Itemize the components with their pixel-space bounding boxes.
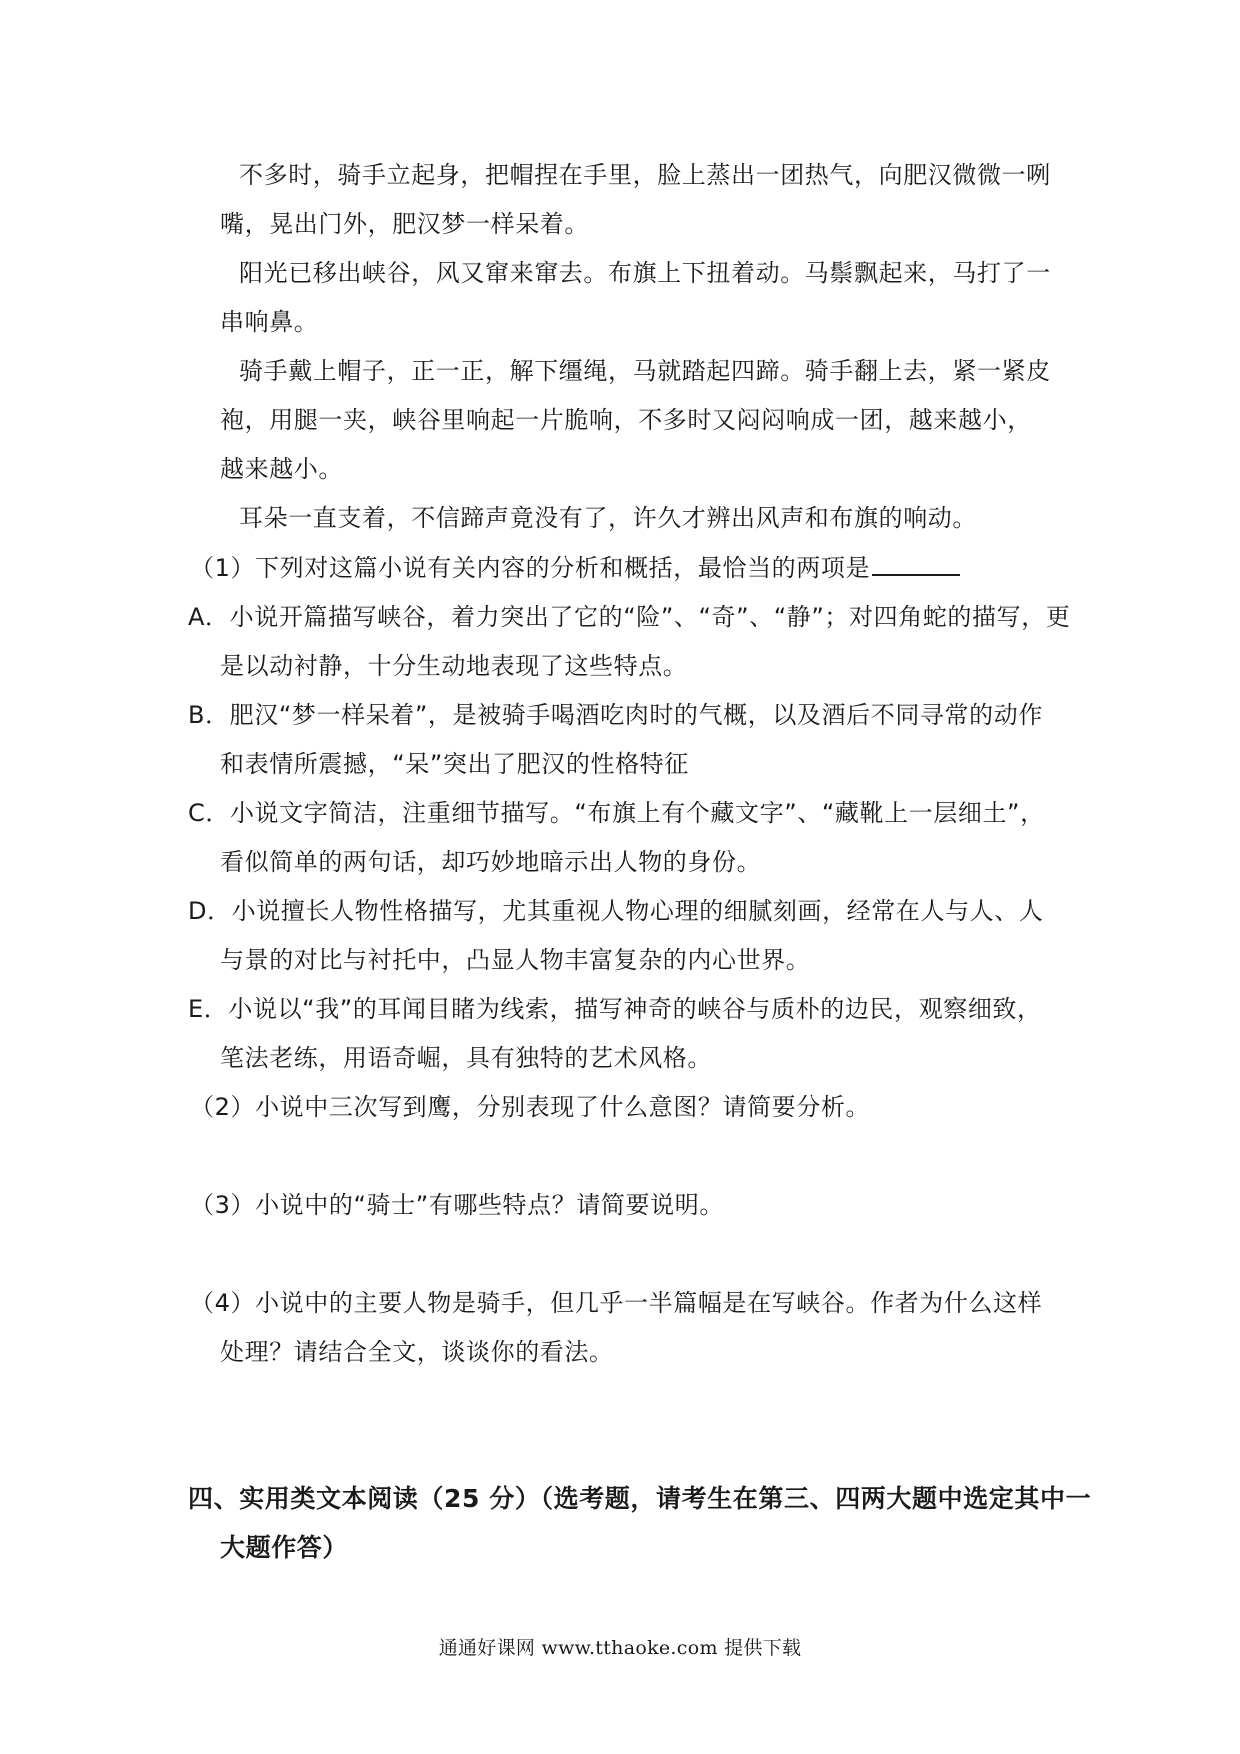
question-4-line2: 处理？请结合全文，谈谈你的看法。: [220, 1338, 614, 1366]
option-b-line2: 和表情所震撼，“呆”突出了肥汉的性格特征: [220, 750, 689, 778]
passage-p1-line2: 嘴，晃出门外，肥汉梦一样呆着。: [220, 210, 589, 238]
passage-p2-line2: 串响鼻。: [220, 308, 319, 336]
option-e-line2: 笔法老练，用语奇崛，具有独特的艺术风格。: [220, 1044, 712, 1072]
footer-source: 通通好课网 www.tthaoke.com 提供下载: [438, 1637, 802, 1659]
question-1-text: （1）下列对这篇小说有关内容的分析和概括，最恰当的两项是: [190, 554, 871, 582]
option-c-line2: 看似简单的两句话，却巧妙地暗示出人物的身份。: [220, 848, 762, 876]
question-2: （2）小说中三次写到鹰，分别表现了什么意图？请简要分析。: [190, 1093, 871, 1121]
option-d-line1: D．小说擅长人物性格描写，尤其重视人物心理的细腻刻画，经常在人与人、人: [188, 897, 1044, 925]
option-a-line2: 是以动衬静，十分生动地表现了这些特点。: [220, 652, 688, 680]
option-a-line1: A．小说开篇描写峡谷，着力突出了它的“险”、“奇”、“静”；对四角蛇的描写，更: [188, 603, 1071, 631]
passage-p2-line1: 阳光已移出峡谷，风又窜来窜去。布旗上下扭着动。马鬃飘起来，马打了一: [239, 259, 1051, 287]
question-1: [190, 550, 960, 585]
passage-p3-line3: 越来越小。: [220, 455, 343, 483]
passage-p4-line1: 耳朵一直支着，不信蹄声竟没有了，许久才辨出风声和布旗的响动。: [239, 504, 977, 532]
option-d-line2: 与景的对比与衬托中，凸显人物丰富复杂的内心世界。: [220, 946, 811, 974]
question-4-line1: （4）小说中的主要人物是骑手，但几乎一半篇幅是在写峡谷。作者为什么这样: [190, 1289, 1043, 1317]
option-c-line1: C．小说文字简洁，注重细节描写。“布旗上有个藏文字”、“藏靴上一层细土”，: [188, 799, 1045, 827]
passage-p3-line2: 袍，用腿一夹，峡谷里响起一片脆响，不多时又闷闷响成一团，越来越小，: [220, 406, 1032, 434]
option-b-line1: B．肥汉“梦一样呆着”，是被骑手喝酒吃肉时的气概，以及酒后不同寻常的动作: [188, 701, 1043, 729]
passage-p1-line1: 不多时，骑手立起身，把帽捏在手里，脸上蒸出一团热气，向肥汉微微一咧: [239, 161, 1051, 189]
section-title-line1: 四、实用类文本阅读（25 分）（选考题，请考生在第三、四两大题中选定其中一: [188, 1484, 1092, 1513]
passage-p3-line1: 骑手戴上帽子，正一正，解下缰绳，马就踏起四蹄。骑手翻上去，紧一紧皮: [239, 357, 1051, 385]
section-title-line2: 大题作答）: [220, 1533, 349, 1562]
option-e-line1: E．小说以“我”的耳闻目睹为线索，描写神奇的峡谷与质朴的边民，观察细致，: [188, 995, 1042, 1023]
question-3: （3）小说中的“骑士”有哪些特点？请简要说明。: [190, 1191, 724, 1219]
answer-blank: [872, 550, 960, 576]
